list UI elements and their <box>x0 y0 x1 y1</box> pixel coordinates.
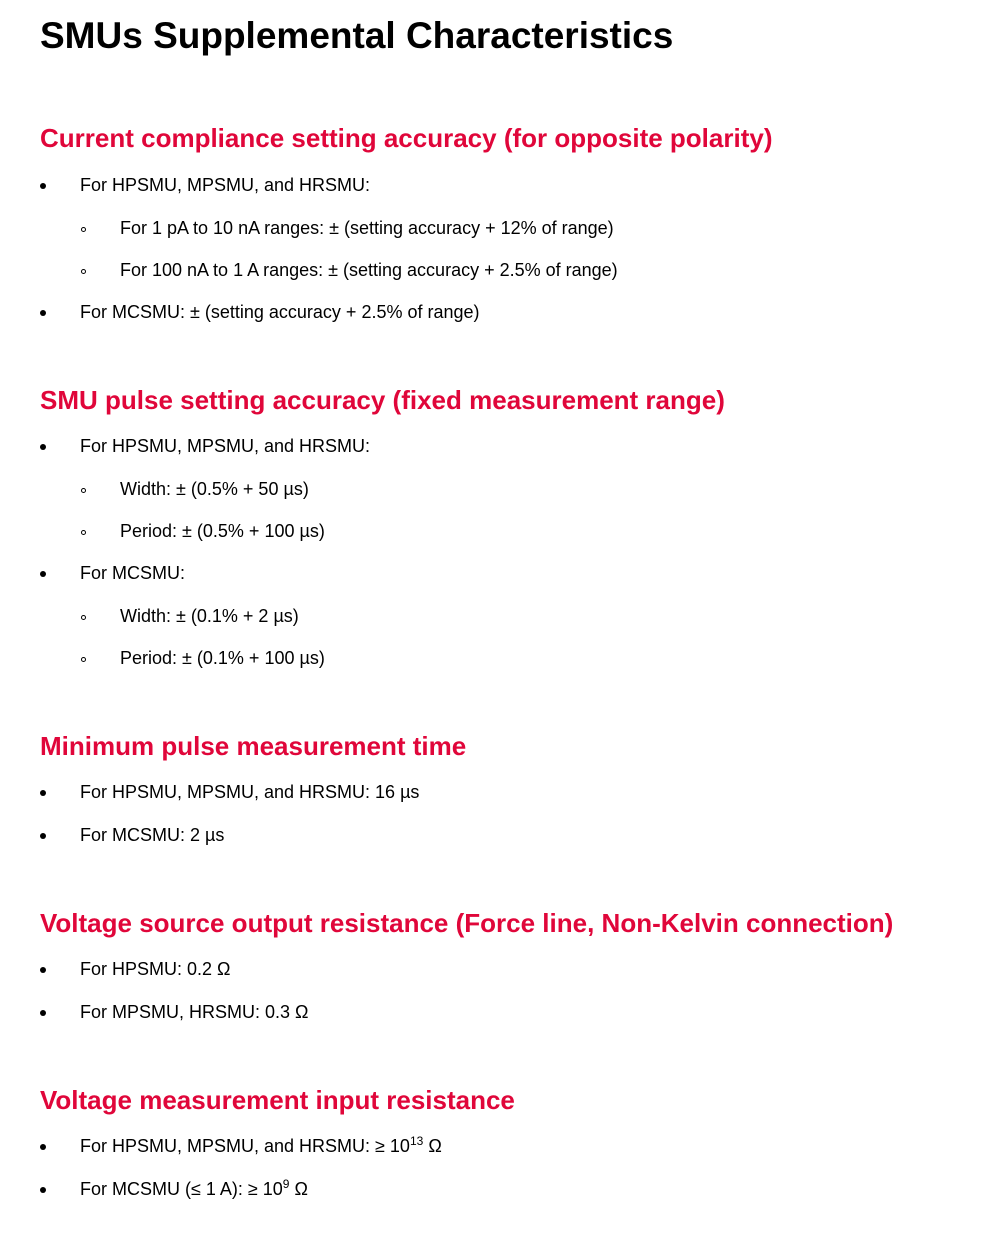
list-item <box>80 300 480 324</box>
sub-list-item <box>120 258 618 282</box>
circle-bullet-icon <box>81 269 86 274</box>
sub-list-item-text: Period: ± (0.5% + 100 µs) <box>120 521 325 541</box>
bullet-icon <box>40 967 46 973</box>
sub-list-item <box>120 477 309 501</box>
list-item-text: For HPSMU, MPSMU, and HRSMU: ≥ $10^{13}$ Ω <box>80 1134 442 1156</box>
sub-list-item <box>120 519 325 543</box>
list-item <box>80 434 370 458</box>
sub-list-item <box>120 604 299 628</box>
list-item-text: For HPSMU: 0.2 Ω <box>80 959 231 979</box>
sub-list-item <box>120 646 325 670</box>
list-item <box>80 823 224 847</box>
sub-list-item <box>120 216 614 240</box>
exponent: 13 <box>409 1134 424 1148</box>
sub-list-item-text: For 1 pA to 10 nA ranges: ± (setting accuracy + 12% of range) <box>120 218 614 238</box>
circle-bullet-icon <box>81 530 86 535</box>
circle-bullet-icon <box>81 615 86 620</box>
list-item-text: For MPSMU, HRSMU: 0.3 Ω <box>80 1002 309 1022</box>
list-item-text: For HPSMU, MPSMU, and HRSMU: 16 µs <box>80 782 420 802</box>
list-item <box>80 1134 442 1158</box>
sub-list-item-text: Width: ± (0.1% + 2 µs) <box>120 606 299 626</box>
bullet-icon <box>40 1187 46 1193</box>
bullet-icon <box>40 183 46 189</box>
list-item-text: For MCSMU: 2 µs <box>80 825 225 845</box>
list-item <box>80 561 185 585</box>
list-item <box>80 780 419 804</box>
bullet-icon <box>40 444 46 450</box>
list-item-text: For MCSMU: ± (setting accuracy + 2.5% of range) <box>80 302 480 322</box>
list-item <box>80 173 370 197</box>
bullet-icon <box>40 790 46 796</box>
section-heading: Current compliance setting accuracy (for opposite polarity) <box>40 123 773 153</box>
bullet-icon <box>40 310 46 316</box>
section-heading: Voltage measurement input resistance <box>40 1085 515 1115</box>
circle-bullet-icon <box>81 227 86 232</box>
sub-list-item-text: For 100 nA to 1 A ranges: ± (setting accuracy + 2.5% of range) <box>120 260 618 280</box>
list-item-text: For MCSMU: <box>80 563 185 583</box>
section-heading: Voltage source output resistance (Force line, Non-Kelvin connection) <box>40 908 894 938</box>
bullet-icon <box>40 1144 46 1150</box>
exponent: 9 <box>282 1177 290 1191</box>
list-item-text: For HPSMU, MPSMU, and HRSMU: <box>80 175 371 195</box>
circle-bullet-icon <box>81 657 86 662</box>
bullet-icon <box>40 571 46 577</box>
sub-list-item-text: Width: ± (0.5% + 50 µs) <box>120 479 309 499</box>
sub-list-item-text: Period: ± (0.1% + 100 µs) <box>120 648 325 668</box>
list-item-text: For HPSMU, MPSMU, and HRSMU: <box>80 436 371 456</box>
list-item <box>80 1177 308 1201</box>
circle-bullet-icon <box>81 488 86 493</box>
bullet-icon <box>40 1010 46 1016</box>
page-title: SMUs Supplemental Characteristics <box>40 15 674 56</box>
section-heading: Minimum pulse measurement time <box>40 731 467 761</box>
list-item <box>80 1000 308 1024</box>
list-item-text: For MCSMU (≤ 1 A): ≥ $10^9$ Ω <box>80 1177 308 1199</box>
bullet-icon <box>40 833 46 839</box>
list-item <box>80 957 231 981</box>
section-heading: SMU pulse setting accuracy (fixed measurement range) <box>40 385 725 415</box>
